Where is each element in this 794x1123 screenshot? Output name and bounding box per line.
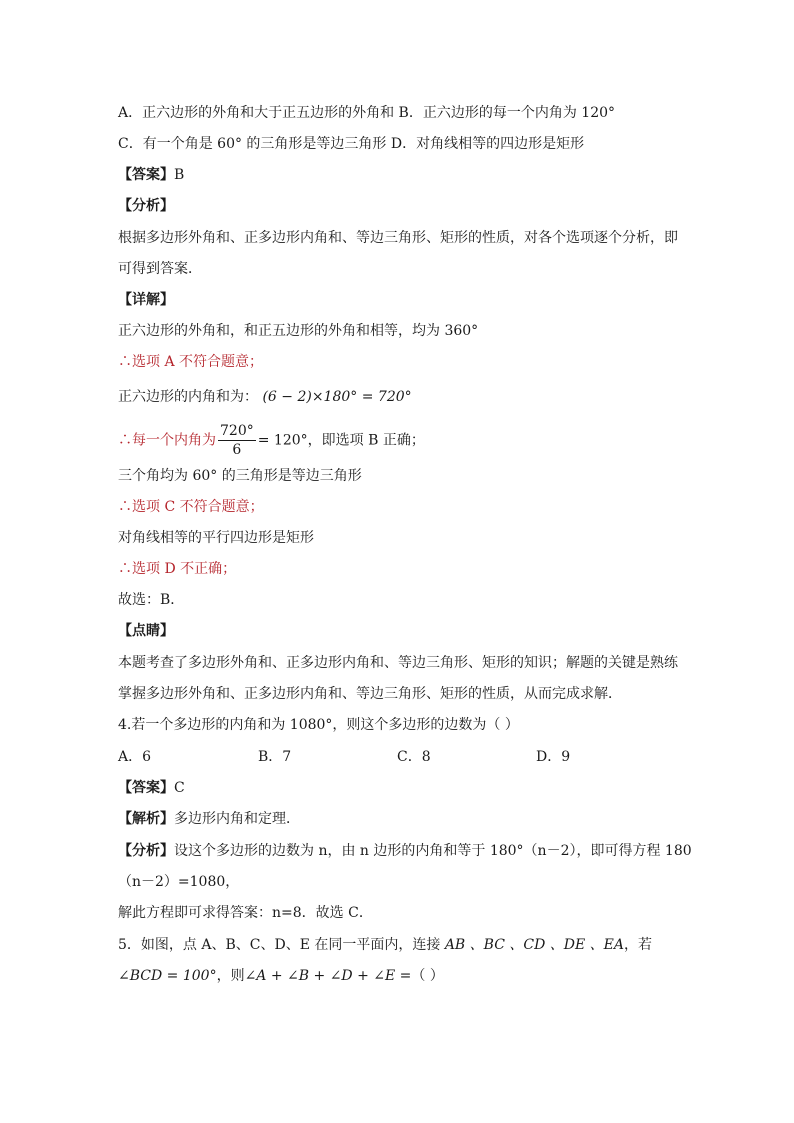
fenxi-tag: 【分析】 xyxy=(118,843,174,859)
q3-detail-2: ∴选项 A 不符合题意； xyxy=(118,354,264,370)
detail-4-suffix: = 120°，即选项 B 正确； xyxy=(257,432,425,449)
q3-detail-4 xyxy=(118,422,425,459)
q4-stem: 4.若一个多边形的内角和为 1080°，则这个多边形的边数为（ ） xyxy=(118,717,519,733)
detail-4-prefix: ∴每一个内角为 xyxy=(118,432,216,449)
stem-1-suffix: ，若 xyxy=(623,937,652,953)
analysis-text: 多边形内角和定理． xyxy=(174,811,300,827)
q4-option-b: B．7 xyxy=(258,749,292,765)
q5-stem-1 xyxy=(118,935,652,955)
q4-fenxi xyxy=(118,841,692,861)
q3-detail-1: 正六边形的外角和，和正五边形的外角和相等，均为 360° xyxy=(118,323,479,339)
answer-value: C xyxy=(174,780,185,796)
q3-detail-6: ∴选项 C 不符合题意； xyxy=(118,499,264,515)
q4-option-c: C．8 xyxy=(397,749,431,765)
q3-analysis-tag: 【分析】 xyxy=(118,198,174,214)
q3-detail-9: 故选：B． xyxy=(118,592,185,608)
q3-analysis-text-1: 根据多边形外角和、正多边形内角和、等边三角形、矩形的性质，对各个选项逐个分析，即 xyxy=(118,230,678,246)
q3-detail-5: 三个角均为 60° 的三角形是等边三角形 xyxy=(118,468,362,484)
answer-tag: 【答案】 xyxy=(118,780,174,796)
stem-2-text: ，则 xyxy=(216,968,245,984)
fenxi-text-1: 设这个多边形的边数为 n，由 n 边形的内角和等于 180°（n－2），即可得方程 180 xyxy=(174,843,692,859)
stem-1-math: AB 、BC 、CD 、DE 、EA xyxy=(444,937,624,953)
stem-2-math-1: ∠BCD = 100° xyxy=(118,968,217,984)
stem-1-prefix: 5．如图，点 A、B、C、D、E 在同一平面内，连接 xyxy=(118,937,445,953)
fraction-numerator: 720° xyxy=(220,423,254,439)
q4-option-d: D．9 xyxy=(536,749,571,765)
analysis-tag: 【解析】 xyxy=(118,811,174,827)
q3-analysis-text-2: 可得到答案． xyxy=(118,261,202,277)
answer-value: B xyxy=(174,167,185,183)
q4-analysis xyxy=(118,809,300,829)
fraction xyxy=(218,422,256,459)
fraction-denominator: 6 xyxy=(232,442,242,458)
detail-3-prefix: 正六边形的内角和为： xyxy=(118,389,258,405)
q3-comment-tag: 【点睛】 xyxy=(118,623,174,639)
q3-comment-2: 掌握多边形外角和、正多边形内角和、等边三角形、矩形的性质，从而完成求解． xyxy=(118,686,622,702)
q3-answer xyxy=(118,165,184,185)
q3-options-line1: A．正六边形的外角和大于正五边形的外角和 B．正六边形的每一个内角为 120° xyxy=(118,105,616,121)
stem-2-paren: （ ） xyxy=(411,968,444,984)
detail-3-formula: (6 − 2)×180° = 720° xyxy=(262,389,412,405)
q5-stem-2 xyxy=(118,966,444,986)
q3-options-line2: C．有一个角是 60° 的三角形是等边三角形 D．对角线相等的四边形是矩形 xyxy=(118,136,585,152)
q4-fenxi-2: （n－2）=1080， xyxy=(118,874,240,890)
q4-fenxi-3: 解此方程即可求得答案：n=8．故选 C． xyxy=(118,905,373,921)
q3-comment-1: 本题考查了多边形外角和、正多边形内角和、等边三角形、矩形的知识；解题的关键是熟练 xyxy=(118,655,678,671)
stem-2-math-2: ∠A + ∠B + ∠D + ∠E = xyxy=(244,968,412,984)
q4-option-a: A．6 xyxy=(118,749,152,765)
q3-detail-7: 对角线相等的平行四边形是矩形 xyxy=(118,530,314,546)
q3-detail-3 xyxy=(118,387,412,407)
q3-detail-tag: 【详解】 xyxy=(118,292,174,308)
answer-tag: 【答案】 xyxy=(118,167,174,183)
q3-detail-8: ∴选项 D 不正确； xyxy=(118,561,237,577)
q4-answer xyxy=(118,778,185,798)
